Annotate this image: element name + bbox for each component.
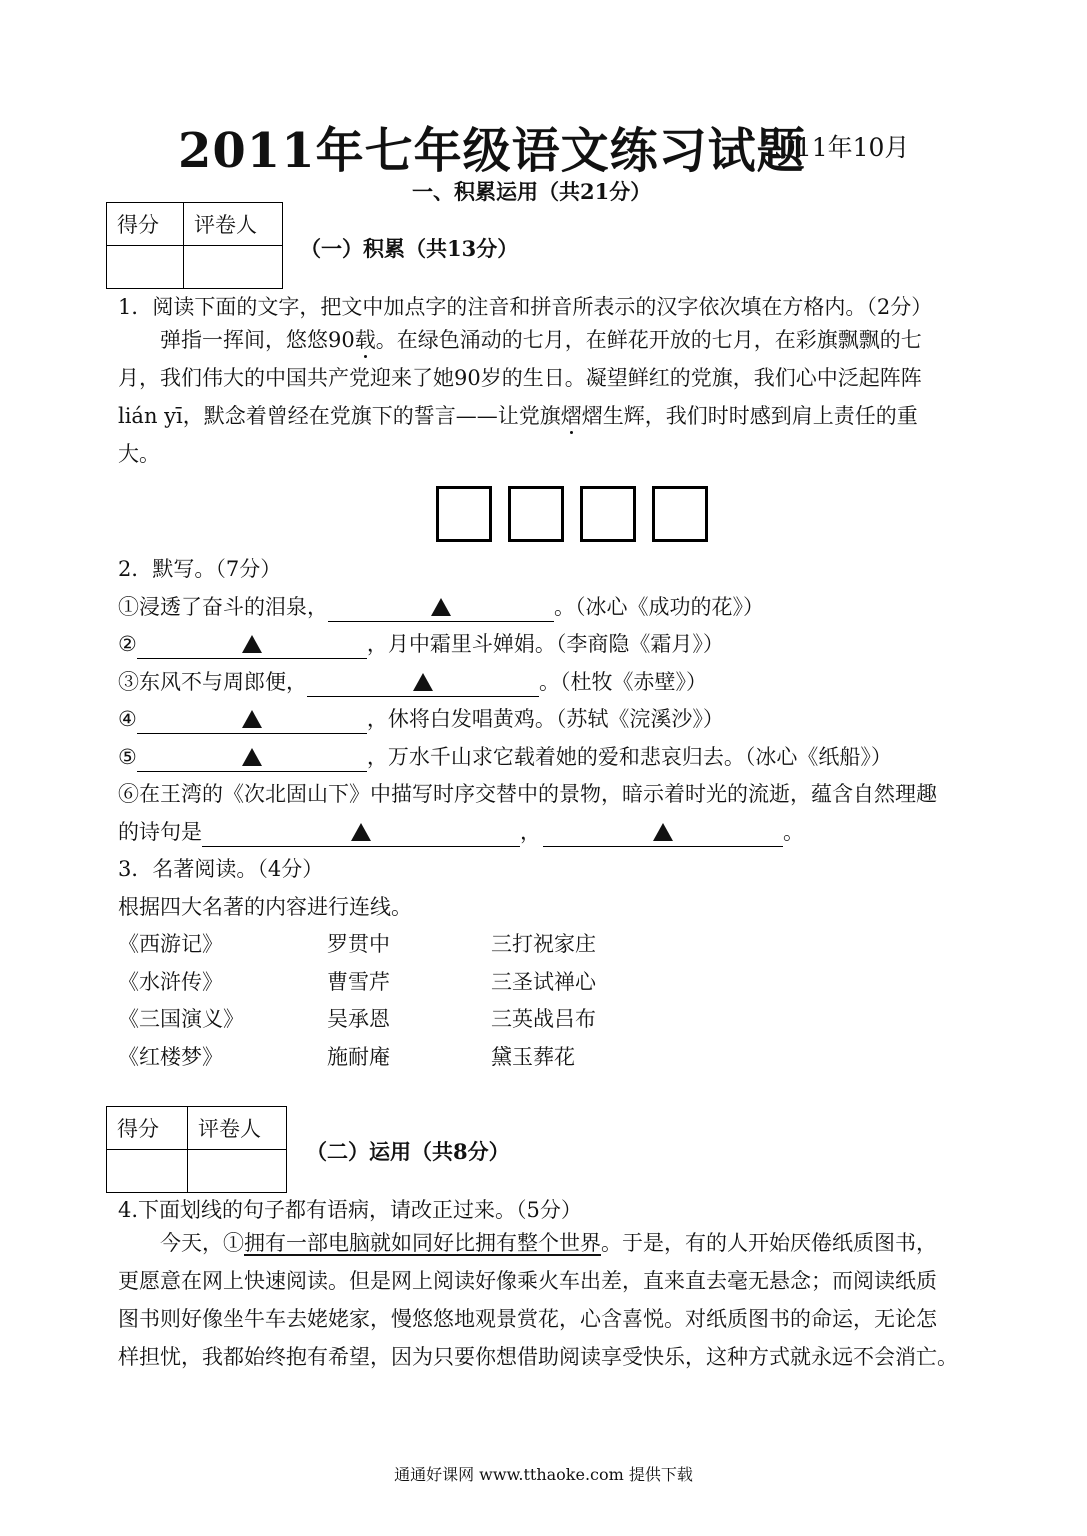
score-cell [107,1150,188,1193]
dotted-character: 载 [354,328,376,352]
book-title: 《三国演义》 [118,1007,244,1031]
q4-prompt: 4.下面划线的句子都有语病，请改正过来。（5分） [118,1198,582,1222]
q4-passage-line-2: 更愿意在网上快速阅读。但是网上阅读好像乘火车出差，直来直去毫无悬念；而阅读纸质 [118,1269,937,1293]
grader-cell [184,246,283,289]
answer-box-4[interactable] [652,486,708,542]
triangle-icon [413,673,433,691]
q2-item-1: ①浸透了奋斗的泪泉， 。（冰心《成功的花》） [118,591,764,621]
book-title: 《红楼梦》 [118,1045,223,1069]
section-heading-usage: （二）运用（共8分） [306,1139,510,1164]
dotted-character: 熠 [560,404,582,428]
q4-passage-line-1: 今天，①拥有一部电脑就如同好比拥有整个世界。于是，有的人开始厌倦纸质图书， [160,1231,937,1255]
episode-name: 三圣试禅心 [491,970,596,994]
triangle-icon [351,823,371,841]
q3-prompt: 3．名著阅读。（4分） [118,857,324,881]
q4-passage-line-4: 样担忧，我都始终抱有希望，因为只要你想借助阅读享受快乐，这种方式就永远不会消亡。 [118,1345,958,1369]
fill-blank[interactable] [202,822,520,847]
score-table-2 [106,1106,287,1193]
author-name: 罗贯中 [327,932,390,956]
score-label: 得分 [107,203,184,246]
book-title: 《西游记》 [118,932,223,956]
book-title: 《水浒传》 [118,970,223,994]
score-cell [107,246,184,289]
q1-passage-line-2: 月，我们伟大的中国共产党迎来了她90岁的生日。凝望鲜红的党旗，我们心中泛起阵阵 [118,366,922,390]
fill-blank[interactable] [137,709,367,734]
triangle-icon [242,710,262,728]
episode-name: 三英战吕布 [491,1007,596,1031]
triangle-icon [431,598,451,616]
part-heading: 一、积累运用（共21分） [412,179,652,204]
answer-boxes [436,486,708,542]
q2-item-6-line-2: 的诗句是 ， 。 [118,816,804,846]
q4-passage [118,1224,978,1376]
episode-name: 黛玉葬花 [491,1045,575,1069]
q2-item-2: ② ，月中霜里斗婵娟。（李商隐《霜月》） [118,628,724,658]
author-name: 吴承恩 [327,1007,390,1031]
fill-blank[interactable] [328,597,554,622]
episode-name: 三打祝家庄 [491,932,596,956]
q3-instruction: 根据四大名著的内容进行连线。 [118,895,412,919]
q2-item-3: ③东风不与周郎便， 。（杜牧《赤壁》） [118,666,707,696]
triangle-icon [653,823,673,841]
fill-blank[interactable] [137,747,367,772]
answer-box-2[interactable] [508,486,564,542]
triangle-icon [242,635,262,653]
author-name: 施耐庵 [327,1045,390,1069]
q1-prompt: 1．阅读下面的文字，把文中加点字的注音和拼音所表示的汉字依次填在方格内。（2分） [118,295,933,319]
exam-date: 2011年10月 [764,133,910,162]
author-name: 曹雪芹 [327,970,390,994]
q1-passage [118,321,978,473]
triangle-icon [242,748,262,766]
score-label: 得分 [107,1107,188,1150]
q4-passage-line-3: 图书则好像坐牛车去姥姥家，慢悠悠地观景赏花，心含喜悦。对纸质图书的命运，无论怎 [118,1307,937,1331]
q2-item-5: ⑤ ，万水千山求它载着她的爱和悲哀归去。（冰心《纸船》） [118,741,892,771]
score-table-1 [106,202,283,289]
q2-item-6-line-1: ⑥在王湾的《次北固山下》中描写时序交替中的景物，暗示着时光的流逝，蕴含自然理趣 [118,782,937,806]
grader-label: 评卷人 [184,203,283,246]
q1-passage-line-4: 大。 [118,442,160,466]
answer-box-1[interactable] [436,486,492,542]
q1-passage-line-1: 弹指一挥间，悠悠90载。在绿色涌动的七月，在鲜花开放的七月，在彩旗飘飘的七 [160,328,922,352]
fill-blank[interactable] [543,822,783,847]
underlined-sentence: 拥有一部电脑就如同好比拥有整个世界 [244,1231,601,1255]
grader-label: 评卷人 [188,1107,287,1150]
fill-blank[interactable] [307,672,539,697]
page-title: 2011年七年级语文练习试题 [178,123,806,179]
page-footer: 通通好课网 www.tthaoke.com 提供下载 [394,1465,693,1484]
fill-blank[interactable] [137,634,367,659]
answer-box-3[interactable] [580,486,636,542]
q1-passage-line-3: lián yī，默念着曾经在党旗下的誓言——让党旗熠熠生辉，我们时时感到肩上责任的重 [118,404,918,428]
grader-cell [188,1150,287,1193]
section-heading-accumulation: （一）积累（共13分） [300,236,519,261]
q2-item-4: ④ ，休将白发唱黄鸡。（苏轼《浣溪沙》） [118,703,724,733]
q2-prompt: 2．默写。（7分） [118,557,282,581]
